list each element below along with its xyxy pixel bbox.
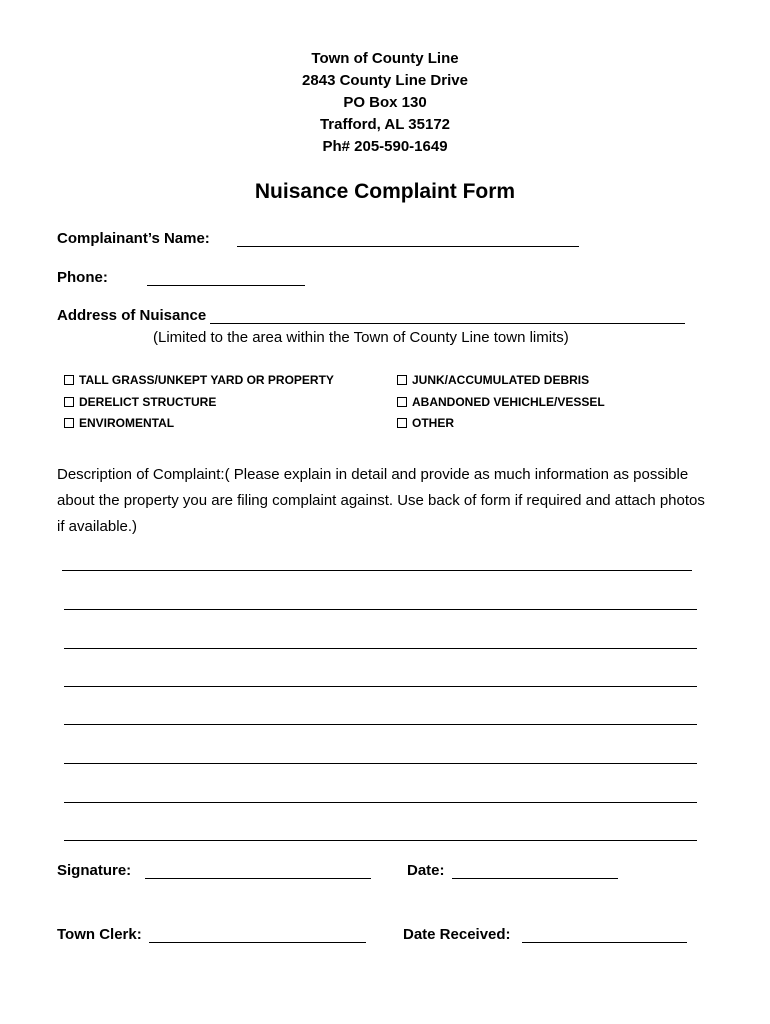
checkbox-label: ENVIROMENTAL — [79, 416, 175, 430]
address-note: (Limited to the area within the Town of County Line town limits) — [153, 329, 569, 346]
checkbox-label: DERELICT STRUCTURE — [79, 395, 217, 409]
signature-label: Signature: — [57, 862, 132, 879]
checkbox-junk[interactable] — [397, 373, 589, 387]
checkbox-label: JUNK/ACCUMULATED DEBRIS — [412, 373, 590, 387]
description-line[interactable] — [64, 840, 697, 841]
description-text: Description of Complaint:( Please explain in detail and provide as much information as possible about the property you are filing complaint against. Use back of form if required and attach photos if available.) — [57, 466, 705, 535]
checkbox-icon[interactable] — [397, 397, 407, 407]
description-line[interactable] — [64, 763, 697, 764]
phone-label: Phone: — [57, 269, 108, 286]
phone-field[interactable] — [147, 285, 305, 286]
description-line[interactable] — [64, 609, 697, 610]
checkbox-abandoned[interactable] — [397, 395, 605, 409]
header-po-box: PO Box 130 — [343, 94, 427, 111]
checkbox-label: TALL GRASS/UNKEPT YARD OR PROPERTY — [79, 373, 334, 387]
date-received-label: Date Received: — [403, 926, 511, 943]
date-field[interactable] — [452, 878, 618, 879]
checkbox-derelict[interactable] — [64, 395, 216, 409]
header-city: Trafford, AL 35172 — [319, 116, 451, 133]
checkbox-icon[interactable] — [397, 375, 407, 385]
signature-field[interactable] — [145, 878, 371, 879]
address-label: Address of Nuisance — [57, 307, 207, 324]
date-received-field[interactable] — [522, 942, 687, 943]
town-clerk-field[interactable] — [149, 942, 366, 943]
header-phone: Ph# 205-590-1649 — [322, 138, 448, 155]
description-line[interactable] — [64, 724, 697, 725]
description-line[interactable] — [64, 802, 697, 803]
description-line[interactable] — [64, 686, 697, 687]
complainant-name-field[interactable] — [237, 246, 579, 247]
checkbox-icon[interactable] — [64, 397, 74, 407]
address-field[interactable] — [210, 323, 685, 324]
checkbox-icon[interactable] — [64, 375, 74, 385]
checkbox-enviromental[interactable] — [64, 416, 174, 430]
complainant-name-label: Complainant’s Name: — [57, 230, 210, 247]
page-title: Nuisance Complaint Form — [254, 180, 516, 203]
checkbox-icon[interactable] — [64, 418, 74, 428]
description-line[interactable] — [62, 570, 692, 571]
town-clerk-label: Town Clerk: — [57, 926, 142, 943]
date-label: Date: — [407, 862, 445, 879]
header-org: Town of County Line — [311, 50, 459, 67]
checkbox-other[interactable] — [397, 416, 454, 430]
description-line[interactable] — [64, 648, 697, 649]
checkbox-tall-grass[interactable] — [64, 373, 334, 387]
checkbox-icon[interactable] — [397, 418, 407, 428]
checkbox-label: ABANDONED VEHICHLE/VESSEL — [412, 395, 605, 409]
checkbox-label: OTHER — [412, 416, 454, 430]
header-street: 2843 County Line Drive — [302, 72, 468, 89]
